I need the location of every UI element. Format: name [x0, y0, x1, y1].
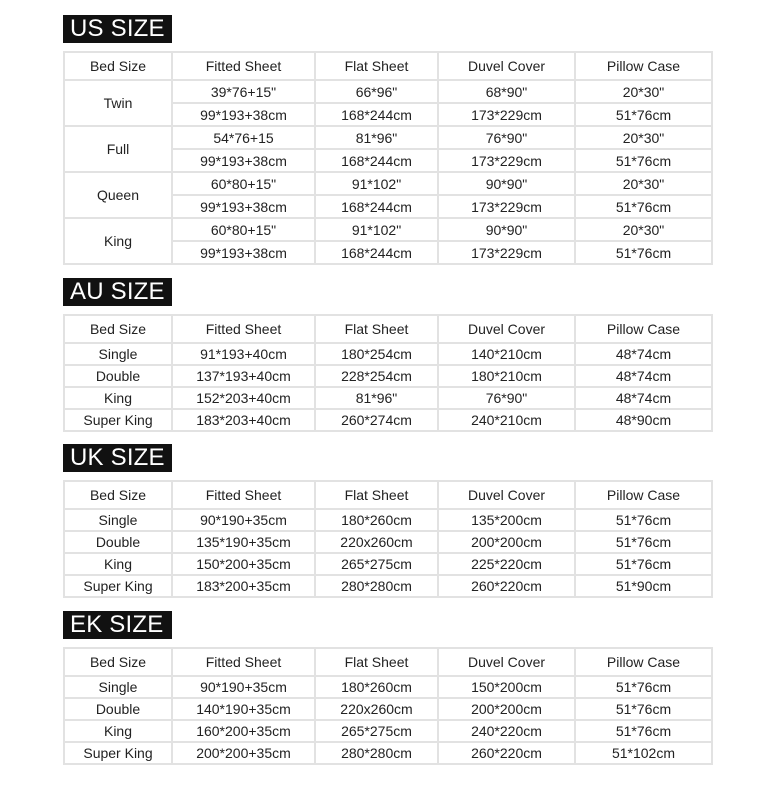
table-cell: 76*90": [438, 387, 575, 409]
table-cell: 99*193+38cm: [172, 149, 315, 172]
table-cell: 51*76cm: [575, 676, 712, 698]
bed-size-cell: Super King: [64, 575, 172, 597]
bed-size-cell: Double: [64, 698, 172, 720]
table-cell: 137*193+40cm: [172, 365, 315, 387]
table-cell: 51*76cm: [575, 509, 712, 531]
table-cell: 81*96": [315, 387, 438, 409]
table-cell: 140*210cm: [438, 343, 575, 365]
table-row: [64, 742, 712, 764]
table-cell: 173*229cm: [438, 149, 575, 172]
table-cell: 220x260cm: [315, 531, 438, 553]
table-cell: 150*200+35cm: [172, 553, 315, 575]
table-row: [64, 531, 712, 553]
table-cell: 90*90": [438, 172, 575, 195]
bed-size-cell: Super King: [64, 409, 172, 431]
table-cell: 280*280cm: [315, 742, 438, 764]
table-row: [64, 218, 712, 241]
table-row: [64, 509, 712, 531]
bed-size-cell: Single: [64, 676, 172, 698]
table-row: [64, 575, 712, 597]
table-cell: 200*200cm: [438, 531, 575, 553]
column-header: Pillow Case: [575, 52, 712, 80]
size-table: [63, 51, 713, 265]
table-cell: 173*229cm: [438, 241, 575, 264]
column-header: Fitted Sheet: [172, 648, 315, 676]
table-cell: 180*210cm: [438, 365, 575, 387]
table-cell: 168*244cm: [315, 149, 438, 172]
table-cell: 51*76cm: [575, 241, 712, 264]
table-cell: 99*193+38cm: [172, 241, 315, 264]
column-header: Fitted Sheet: [172, 481, 315, 509]
column-header: Fitted Sheet: [172, 52, 315, 80]
table-cell: 20*30": [575, 126, 712, 149]
section-title: AU SIZE: [63, 278, 172, 306]
table-cell: 265*275cm: [315, 553, 438, 575]
table-cell: 91*193+40cm: [172, 343, 315, 365]
column-header: Duvel Cover: [438, 315, 575, 343]
table-row: [64, 80, 712, 103]
table-cell: 91*102": [315, 172, 438, 195]
table-cell: 280*280cm: [315, 575, 438, 597]
column-header: Flat Sheet: [315, 315, 438, 343]
table-cell: 160*200+35cm: [172, 720, 315, 742]
table-row: [64, 343, 712, 365]
table-cell: 66*96": [315, 80, 438, 103]
column-header: Bed Size: [64, 648, 172, 676]
table-cell: 51*76cm: [575, 103, 712, 126]
table-cell: 168*244cm: [315, 195, 438, 218]
column-header: Flat Sheet: [315, 481, 438, 509]
bed-size-cell: King: [64, 720, 172, 742]
column-header: Flat Sheet: [315, 52, 438, 80]
table-cell: 180*260cm: [315, 509, 438, 531]
table-cell: 90*90": [438, 218, 575, 241]
table-cell: 99*193+38cm: [172, 103, 315, 126]
bed-size-cell: Single: [64, 343, 172, 365]
table-cell: 260*220cm: [438, 575, 575, 597]
table-cell: 54*76+15: [172, 126, 315, 149]
table-cell: 76*90": [438, 126, 575, 149]
table-row: [64, 553, 712, 575]
table-row: [64, 172, 712, 195]
size-table: [63, 480, 713, 598]
table-cell: 51*76cm: [575, 720, 712, 742]
table-cell: 183*200+35cm: [172, 575, 315, 597]
column-header: Duvel Cover: [438, 481, 575, 509]
bed-size-cell: Double: [64, 531, 172, 553]
header-row: [64, 481, 712, 509]
column-header: Bed Size: [64, 315, 172, 343]
bed-size-cell: Double: [64, 365, 172, 387]
table-cell: 260*220cm: [438, 742, 575, 764]
column-header: Flat Sheet: [315, 648, 438, 676]
table-cell: 51*76cm: [575, 149, 712, 172]
table-cell: 51*76cm: [575, 531, 712, 553]
table-cell: 91*102": [315, 218, 438, 241]
table-cell: 51*102cm: [575, 742, 712, 764]
bed-size-cell: King: [64, 218, 172, 264]
bed-size-cell: Super King: [64, 742, 172, 764]
bed-size-cell: King: [64, 387, 172, 409]
table-cell: 200*200cm: [438, 698, 575, 720]
table-cell: 135*190+35cm: [172, 531, 315, 553]
table-cell: 152*203+40cm: [172, 387, 315, 409]
table-cell: 20*30": [575, 80, 712, 103]
table-cell: 168*244cm: [315, 103, 438, 126]
table-cell: 240*210cm: [438, 409, 575, 431]
bed-size-cell: Queen: [64, 172, 172, 218]
table-row: [64, 720, 712, 742]
table-cell: 260*274cm: [315, 409, 438, 431]
table-cell: 180*260cm: [315, 676, 438, 698]
table-cell: 81*96": [315, 126, 438, 149]
table-cell: 48*74cm: [575, 387, 712, 409]
section-title: UK SIZE: [63, 444, 172, 472]
section-title: EK SIZE: [63, 611, 172, 639]
header-row: [64, 52, 712, 80]
table-cell: 240*220cm: [438, 720, 575, 742]
table-cell: 183*203+40cm: [172, 409, 315, 431]
bed-size-cell: Twin: [64, 80, 172, 126]
column-header: Pillow Case: [575, 481, 712, 509]
column-header: Bed Size: [64, 52, 172, 80]
table-cell: 225*220cm: [438, 553, 575, 575]
table-cell: 51*76cm: [575, 195, 712, 218]
table-cell: 20*30": [575, 218, 712, 241]
table-row: [64, 365, 712, 387]
table-cell: 135*200cm: [438, 509, 575, 531]
table-cell: 220x260cm: [315, 698, 438, 720]
column-header: Duvel Cover: [438, 648, 575, 676]
table-cell: 180*254cm: [315, 343, 438, 365]
table-cell: 68*90": [438, 80, 575, 103]
size-table: [63, 314, 713, 432]
column-header: Duvel Cover: [438, 52, 575, 80]
table-cell: 90*190+35cm: [172, 676, 315, 698]
table-cell: 90*190+35cm: [172, 509, 315, 531]
table-row: [64, 126, 712, 149]
table-cell: 39*76+15": [172, 80, 315, 103]
table-cell: 48*74cm: [575, 343, 712, 365]
table-cell: 99*193+38cm: [172, 195, 315, 218]
column-header: Pillow Case: [575, 648, 712, 676]
size-table: [63, 647, 713, 765]
column-header: Bed Size: [64, 481, 172, 509]
table-cell: 51*90cm: [575, 575, 712, 597]
table-cell: 168*244cm: [315, 241, 438, 264]
table-row: [64, 387, 712, 409]
column-header: Fitted Sheet: [172, 315, 315, 343]
table-cell: 20*30": [575, 172, 712, 195]
table-cell: 140*190+35cm: [172, 698, 315, 720]
table-cell: 173*229cm: [438, 103, 575, 126]
table-cell: 265*275cm: [315, 720, 438, 742]
column-header: Pillow Case: [575, 315, 712, 343]
header-row: [64, 648, 712, 676]
table-cell: 200*200+35cm: [172, 742, 315, 764]
table-cell: 48*90cm: [575, 409, 712, 431]
section-title: US SIZE: [63, 15, 172, 43]
table-cell: 60*80+15": [172, 218, 315, 241]
bed-size-cell: Full: [64, 126, 172, 172]
table-cell: 150*200cm: [438, 676, 575, 698]
header-row: [64, 315, 712, 343]
table-row: [64, 409, 712, 431]
bed-size-cell: King: [64, 553, 172, 575]
table-row: [64, 698, 712, 720]
table-cell: 173*229cm: [438, 195, 575, 218]
table-row: [64, 676, 712, 698]
table-cell: 48*74cm: [575, 365, 712, 387]
bed-size-cell: Single: [64, 509, 172, 531]
table-cell: 228*254cm: [315, 365, 438, 387]
table-cell: 60*80+15": [172, 172, 315, 195]
table-cell: 51*76cm: [575, 698, 712, 720]
table-cell: 51*76cm: [575, 553, 712, 575]
